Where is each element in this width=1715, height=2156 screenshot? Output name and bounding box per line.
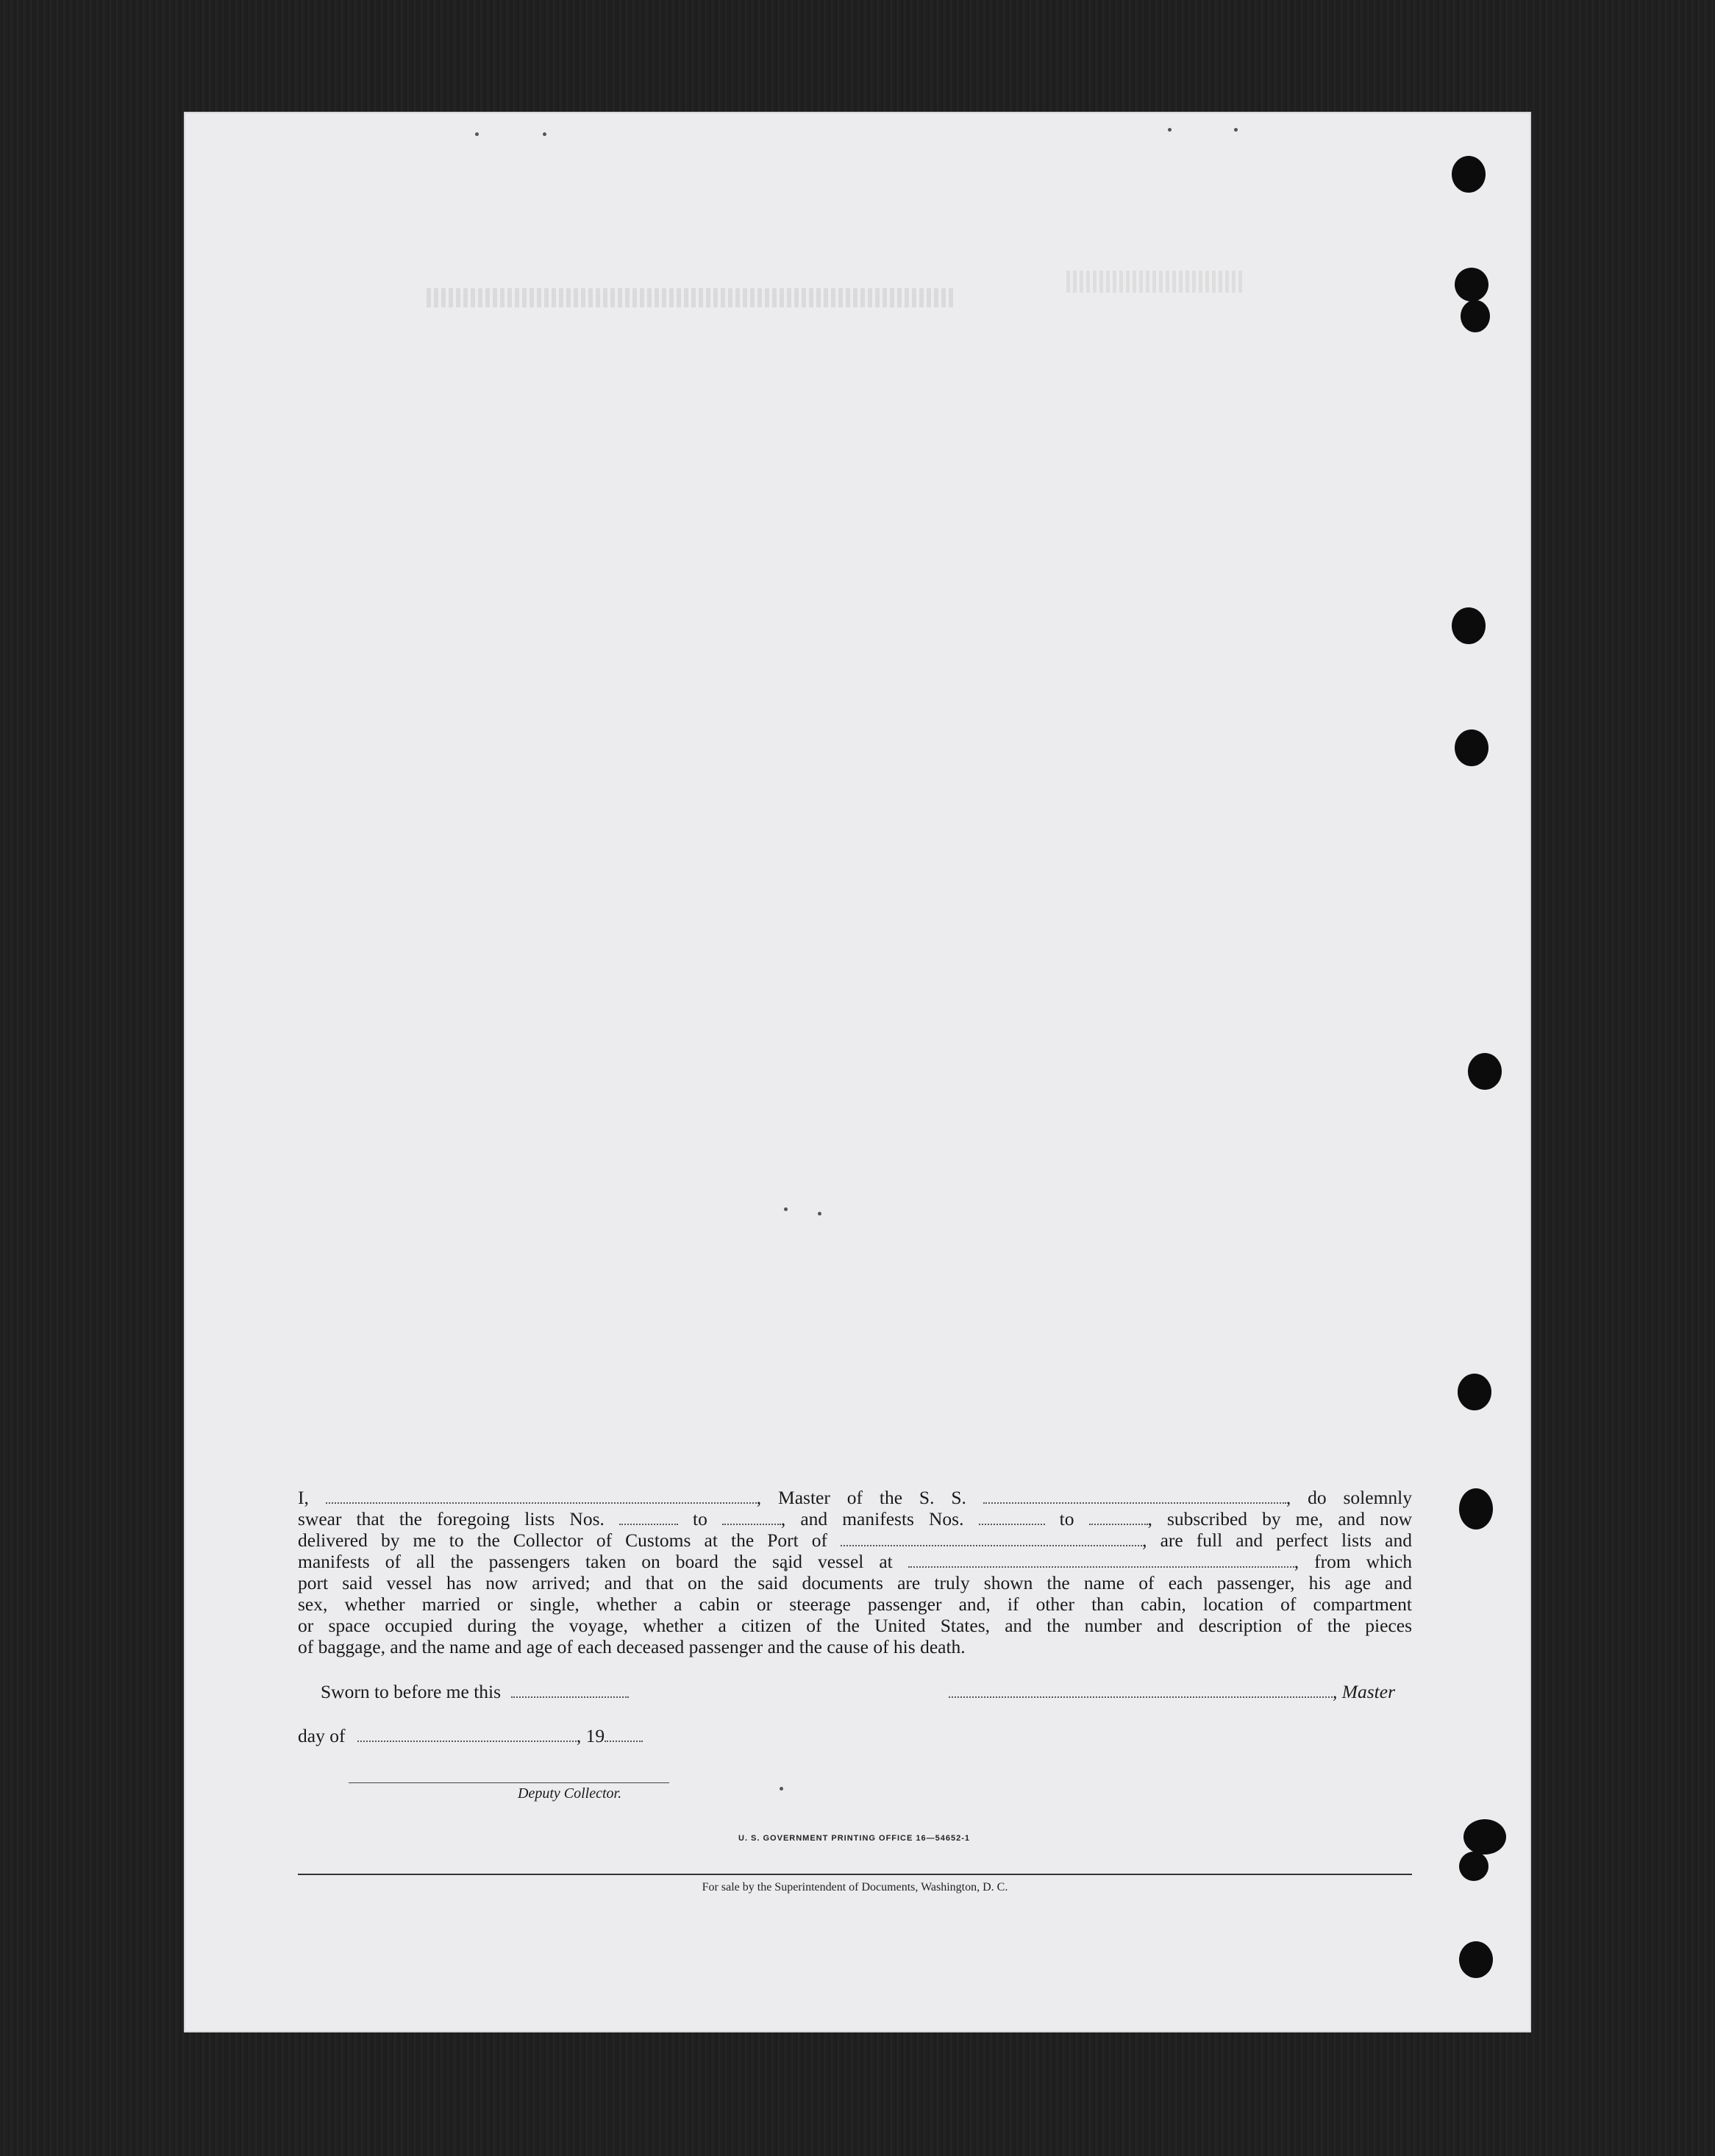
oath-text: manifests of all the passengers taken on board the said vessel at [298,1551,908,1572]
oath-line-5: port said vessel has now arrived; and that on the said documents are truly shown the name of each passenger, his age and [298,1572,1412,1593]
speck [543,132,546,136]
ship-name-field[interactable] [983,1502,1286,1504]
lists-to-field[interactable] [722,1523,781,1525]
punch-hole [1452,607,1486,644]
oath-text: , from which [1294,1551,1413,1572]
oath-text: , subscribed by me, and now [1147,1508,1413,1529]
punch-hole [1455,268,1488,301]
oath-line-1 [298,1487,1412,1508]
master-signature-row [949,1681,1395,1703]
speck [1168,128,1172,132]
day-of-label: day of [298,1725,346,1746]
punch-hole [1468,1053,1502,1090]
month-field[interactable] [357,1740,577,1742]
master-name-field[interactable] [326,1502,757,1504]
punch-hole [1461,300,1490,332]
deputy-signature-line[interactable] [349,1782,669,1783]
oath-text: I, [298,1487,326,1508]
oath-text: to [677,1508,722,1529]
punch-hole [1458,1374,1491,1410]
speck [475,132,479,136]
oath-text: delivered by me to the Collector of Customs at the Port of [298,1529,841,1551]
manifests-from-field[interactable] [979,1523,1045,1525]
oath-text: swear that the foregoing lists Nos. [298,1508,619,1529]
punch-hole [1463,1819,1506,1855]
punch-hole [1459,1488,1493,1529]
oath-paragraph [298,1487,1412,1657]
oath-text: , Master of the S. S. [756,1487,983,1508]
speck [818,1212,821,1216]
master-label: , Master [1333,1681,1395,1702]
oath-line-2 [298,1508,1412,1529]
oath-line-4 [298,1551,1412,1572]
sworn-row [321,1681,629,1703]
punch-hole [1459,1941,1493,1978]
oath-text: , and manifests Nos. [780,1508,979,1529]
speck [780,1787,783,1791]
oath-line-7: or space occupied during the voyage, whether a citizen of the United States, and the number and description of the pieces [298,1615,1412,1636]
departure-port-field[interactable] [908,1566,1294,1568]
oath-line-3 [298,1529,1412,1551]
for-sale-notice: For sale by the Superintendent of Documents, Washington, D. C. [702,1881,1008,1893]
manifests-to-field[interactable] [1089,1523,1148,1525]
year-field[interactable] [605,1740,643,1742]
punch-hole [1455,729,1488,766]
oath-text: , are full and perfect lists and [1142,1529,1412,1551]
deputy-collector-label: Deputy Collector. [518,1785,622,1802]
port-field[interactable] [841,1544,1142,1546]
oath-text: , do solemnly [1286,1487,1412,1508]
master-signature-field[interactable] [949,1696,1333,1698]
date-row [298,1725,643,1747]
punch-hole [1459,1852,1488,1881]
sworn-label: Sworn to before me this [321,1681,502,1702]
lists-from-field[interactable] [619,1523,678,1525]
year-label: , 19 [576,1725,605,1746]
speck [784,1207,788,1211]
oath-line-8: of baggage, and the name and age of each deceased passenger and the cause of his death. [298,1636,966,1657]
speck [1234,128,1238,132]
oath-line-6: sex, whether married or single, whether a cabin or steerage passenger and, if other than cabin, location of compartment [298,1593,1412,1615]
oath-text: to [1044,1508,1089,1529]
faint-bleedthrough-header [427,288,956,307]
printing-office-imprint: U. S. GOVERNMENT PRINTING OFFICE 16—54652-1 [738,1834,971,1843]
punch-hole [1452,156,1486,193]
sworn-day-field[interactable] [511,1696,629,1698]
footer-rule [298,1874,1412,1875]
faint-bleedthrough-stamp [1066,271,1243,293]
